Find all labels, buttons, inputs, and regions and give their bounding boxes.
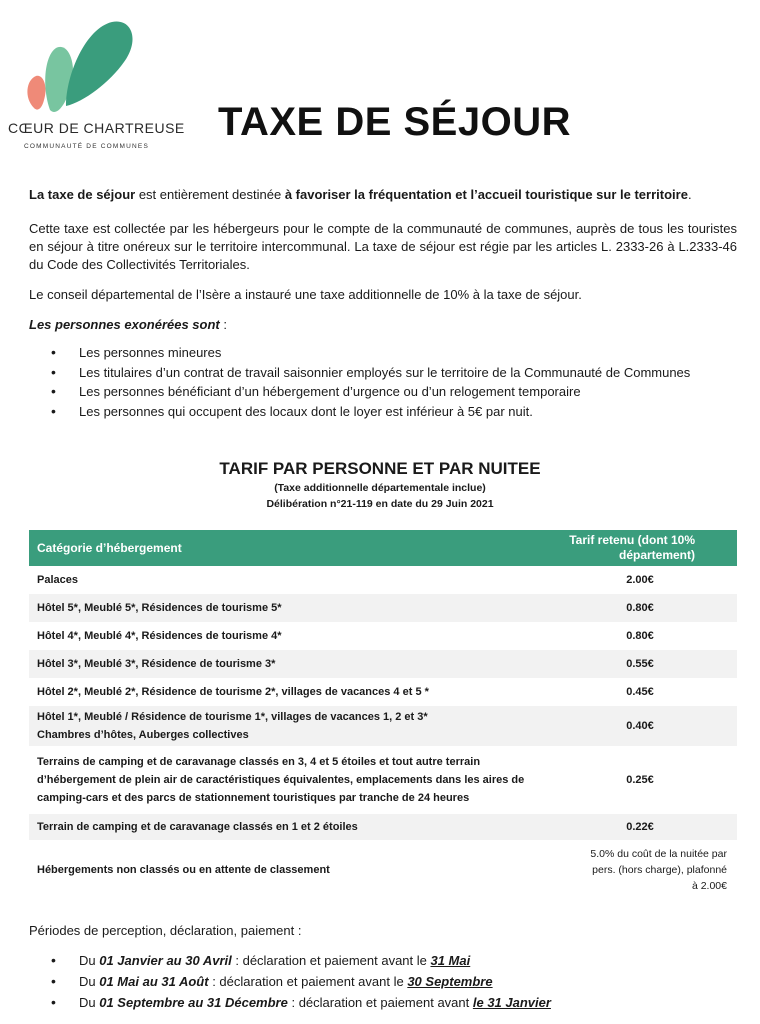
tarif-heading xyxy=(0,458,760,512)
tarif-subtitle-1: (Taxe additionnelle départementale inclue) xyxy=(274,482,486,494)
period-deadline: 31 Mai xyxy=(430,953,471,968)
row-rate: 0.45€ xyxy=(626,686,654,698)
exemptions-list xyxy=(29,343,737,421)
row-category xyxy=(29,706,543,746)
row-category-line-1: Hôtel 1*, Meublé / Résidence de tourisme 1*, villages de vacances 1, 2 et 3* xyxy=(37,711,428,723)
period-prefix: Du xyxy=(79,974,100,989)
period-to: 30 Avril xyxy=(185,953,232,968)
table-row xyxy=(29,594,737,622)
row-rate: 0.80€ xyxy=(543,594,737,622)
row-rate: 0.55€ xyxy=(543,650,737,678)
table-row xyxy=(29,566,737,594)
row-category xyxy=(29,746,543,814)
periods-intro: Périodes de perception, déclaration, paiement : xyxy=(29,923,302,938)
row-rate-line-2: pers. (hors charge), plafonné xyxy=(592,864,727,876)
period-to: 31 Août xyxy=(161,974,209,989)
period-mid: au xyxy=(162,953,186,968)
list-item xyxy=(49,950,737,971)
row-rate-line-1: 5.0% du coût de la nuitée par xyxy=(590,848,727,860)
row-rate: 0.40€ xyxy=(543,706,737,746)
row-category-line-1: Terrains de camping et de caravanage classés en 3, 4 et 5 étoiles et tout autre terrain xyxy=(37,756,481,768)
row-category: Hôtel 2*, Meublé 2*, Résidence de tourisme 2*, villages de vacances 4 et 5 * xyxy=(37,686,429,698)
period-mid: au xyxy=(184,995,207,1010)
row-category-line-2: Chambres d’hôtes, Auberges collectives xyxy=(37,729,249,741)
page-title: TAXE DE SÉJOUR xyxy=(218,100,571,144)
header-category: Catégorie d’hébergement xyxy=(29,530,543,566)
list-item: • Les personnes bénéficiant d’un hébergement d’urgence ou d’un relogement temporaire xyxy=(49,382,737,402)
table-row xyxy=(29,622,737,650)
row-category: Hôtel 4*, Meublé 4*, Résidences de tourisme 4* xyxy=(37,630,282,642)
exemptions-title-text: Les personnes exonérées sont xyxy=(29,317,220,332)
rates-table xyxy=(29,530,737,900)
tarif-subtitle-2: Délibération n°21-119 en date du 29 Juin 2021 xyxy=(266,498,494,510)
period-text: : déclaration et paiement avant le xyxy=(231,953,431,968)
row-category: Hébergements non classés ou en attente de classement xyxy=(37,864,330,876)
period-from: 01 Septembre xyxy=(99,995,185,1010)
period-prefix: Du xyxy=(79,995,100,1010)
logo-subtitle: COMMUNAUTÉ DE COMMUNES xyxy=(24,143,149,150)
list-item: • Les personnes qui occupent des locaux dont le loyer est inférieur à 5€ par nuit. xyxy=(49,402,737,422)
list-item xyxy=(49,992,737,1013)
header-rate-line-2: département) xyxy=(618,548,695,562)
period-deadline: 30 Septembre xyxy=(407,974,493,989)
period-text: : déclaration et paiement avant xyxy=(287,995,473,1010)
table-row xyxy=(29,746,737,814)
intro-paragraph-1 xyxy=(29,186,737,204)
period-text: : déclaration et paiement avant le xyxy=(208,974,408,989)
periods-list xyxy=(29,950,737,1013)
row-rate: 0.25€ xyxy=(626,774,654,786)
list-item: • Les personnes mineures xyxy=(49,343,737,363)
row-category-line-3: camping-cars et des parcs de stationnement touristiques par tranche de 24 heures xyxy=(37,792,470,804)
period-deadline: le 31 Janvier xyxy=(472,995,551,1010)
intro-bold-2: à favoriser la fréquentation et l’accueil touristique sur le territoire xyxy=(284,187,688,202)
intro-end: . xyxy=(687,187,692,202)
periods-section xyxy=(29,922,737,1013)
row-category: Palaces xyxy=(37,574,78,586)
header-rate-line-1: Tarif retenu (dont 10% xyxy=(569,533,695,547)
row-rate xyxy=(543,840,737,900)
row-category-line-2: d’hébergement de plein air de caractéristiques équivalentes, emplacements dans les aires de xyxy=(37,774,525,786)
intro-paragraph-3: Le conseil départemental de l’Isère a instauré une taxe additionnelle de 10% à la taxe de séjour. xyxy=(29,287,582,302)
row-category: Hôtel 5*, Meublé 5*, Résidences de tourisme 5* xyxy=(29,594,543,622)
table-row xyxy=(29,678,737,706)
intro-paragraph-2: Cette taxe est collectée par les hébergeurs pour le compte de la communauté de communes, auprès de tous les touristes en séjour à titre onéreux sur le territoire intercommunal. La taxe de séjour est régie par les articles L. 2333-26 à L.2333-46 du Code des Collectivités Territoriales. xyxy=(29,221,737,272)
exemptions-title xyxy=(29,316,737,334)
exemptions-title-suffix: : xyxy=(219,317,227,332)
list-item xyxy=(49,971,737,992)
intro-bold-1: La taxe de séjour xyxy=(29,187,136,202)
row-category: Hôtel 3*, Meublé 3*, Résidence de tourisme 3* xyxy=(29,650,543,678)
row-rate-line-3: à 2.00€ xyxy=(691,880,727,892)
period-mid: au xyxy=(138,974,162,989)
table-row xyxy=(29,650,737,678)
period-from: 01 Janvier xyxy=(99,953,163,968)
row-category: Terrain de camping et de caravanage classés en 1 et 2 étoiles xyxy=(29,814,543,840)
list-item: • Les titulaires d’un contrat de travail saisonnier employés sur le territoire de la Communauté de Communes xyxy=(49,363,737,383)
row-rate: 2.00€ xyxy=(626,574,654,586)
tarif-title: TARIF PAR PERSONNE ET PAR NUITEE xyxy=(219,459,541,478)
logo-name: CŒUR DE CHARTREUSE xyxy=(8,120,185,136)
table-row xyxy=(29,840,737,900)
table-header-row xyxy=(29,530,737,566)
intro-mid: est entièrement destinée xyxy=(135,187,285,202)
row-rate: 0.22€ xyxy=(543,814,737,840)
logo xyxy=(8,18,185,158)
period-prefix: Du xyxy=(79,953,100,968)
period-from: 01 Mai xyxy=(99,974,139,989)
table-row xyxy=(29,814,737,840)
logo-leaves-icon xyxy=(22,18,142,118)
header-rate xyxy=(543,530,737,566)
intro-section xyxy=(29,186,737,421)
row-rate: 0.80€ xyxy=(626,630,654,642)
period-to: 31 Décembre xyxy=(206,995,288,1010)
table-row xyxy=(29,706,737,746)
